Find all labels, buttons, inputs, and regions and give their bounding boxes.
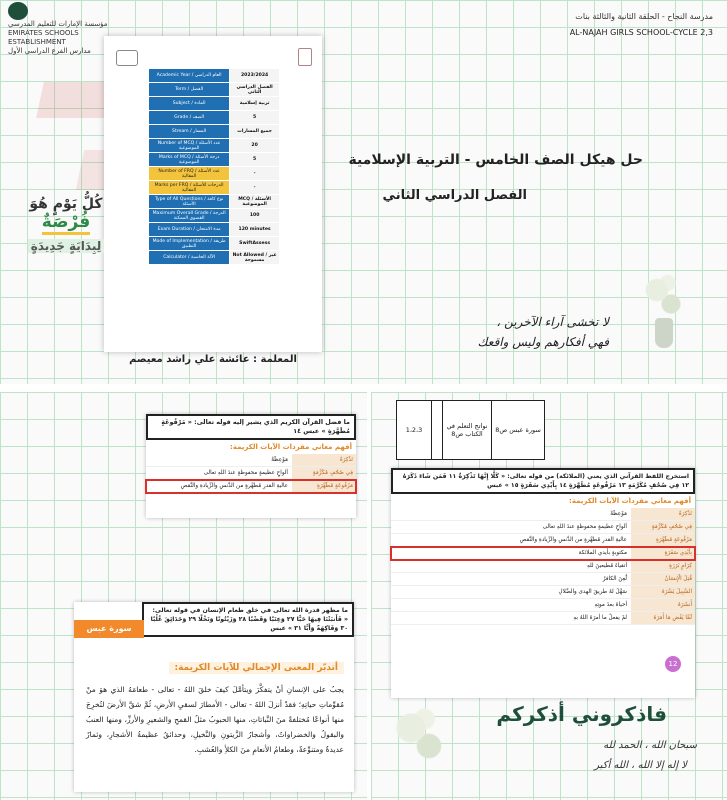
- spec-row: [149, 223, 280, 237]
- spec-row: [149, 97, 280, 111]
- dhikr-line: سبحان الله ، الحمد لله: [603, 740, 697, 751]
- word-row: [391, 599, 695, 612]
- word-term: فِي صُحُفٍ مُكَرَّمَةٍ: [631, 521, 695, 533]
- dhikr-title: فاذكروني أذكركم: [496, 702, 667, 726]
- word-row: [391, 560, 695, 573]
- spec-row: [149, 209, 280, 223]
- card-heading: أفهم معاني مفردات الآيات الكريمة:: [569, 497, 691, 505]
- question-text: ما فضل القرآن الكريم الذي يشير إليه قوله تعالى: « مَرْفُوعَةٍ مُطَهَّرَةٍ » عبس ١٤: [146, 414, 356, 440]
- table-cell: نواتج التعلم في الكتاب ص8: [443, 401, 492, 460]
- summary-card: [74, 602, 354, 792]
- spec-key: Maximum Overall Grade / الدرجة القصوى الممكنة: [149, 209, 230, 223]
- word-list: [391, 508, 695, 625]
- spec-key: Academic Year / العام الدراسي: [149, 69, 230, 83]
- motivation-sticker: [20, 196, 112, 254]
- word-meaning: أحياهُ بعدَ موتِهِ: [594, 602, 627, 608]
- page-number: 12: [665, 656, 681, 672]
- word-term: تَذْكِرَةٌ: [631, 508, 695, 520]
- sura-label: سورة عبس: [74, 620, 144, 638]
- word-meaning: سَهَّلَ لهُ طريقَ الهدى والضَّلالِ: [558, 589, 627, 595]
- spec-value: -: [230, 167, 280, 181]
- motivation-line: لِبِدَايَةٍ جَدِيدَةٍ: [28, 239, 105, 253]
- quote-line: لا تخشى آراء الآخرين ،: [496, 315, 609, 329]
- outcomes-table: [396, 400, 545, 460]
- motivation-line: فُرْصَةٌ: [42, 212, 90, 235]
- spec-value: 20: [230, 139, 280, 153]
- motivation-line: كُلُّ يَوْمٍ هُوَ: [29, 196, 103, 212]
- word-term: مَرْفُوعَةٍ مُطَهَّرَةٍ: [292, 480, 356, 492]
- word-meaning: لُعِنَ الكافرُ: [602, 576, 627, 582]
- spec-key: Marks per FRQ / الدرجات للأسئلة المقالية: [149, 181, 230, 195]
- word-term: كِرَامٍ بَرَرَةٍ: [631, 560, 695, 572]
- word-row: [391, 612, 695, 625]
- spec-key: Marks of MCQ / درجة الأسئلة الموضوعية: [149, 153, 230, 167]
- vocabulary-card: [146, 414, 356, 518]
- word-term: بِأَيْدِي سَفَرَةٍ: [631, 547, 695, 559]
- spec-value: الفصل الدراسي الثاني: [230, 83, 280, 97]
- spec-key: Grade / الصف: [149, 111, 230, 125]
- spec-row: [149, 237, 280, 251]
- word-row: [391, 521, 695, 534]
- spec-row: [149, 167, 280, 181]
- spec-row: [149, 69, 280, 83]
- school-name-en: AL-NAJAH GIRLS SCHOOL-CYCLE 2,3: [569, 28, 713, 37]
- logo-line: مؤسسة الإمارات للتعليم المدرسي: [8, 20, 108, 28]
- spec-row: [149, 153, 280, 167]
- spec-key: Stream / المسار: [149, 125, 230, 139]
- word-term: السَّبِيلَ يَسَّرَهُ: [631, 586, 695, 598]
- spec-value: جميع المسارات: [230, 125, 280, 139]
- table-cell: [432, 401, 443, 460]
- slide-bottom-left: [0, 392, 367, 800]
- teacher-name: المعلمة : عائشة علي راشد معيصم: [129, 354, 297, 365]
- word-meaning: ألواحٍ عظيمةٍ محفوظةٍ عندَ اللهِ تعالى: [542, 524, 627, 530]
- word-row: [146, 480, 356, 493]
- page-title: حل هيكل الصف الخامس - التربية الإسلامية: [348, 152, 643, 168]
- word-term: لَمَّا يَقْضِ مَا أَمَرَهُ: [631, 612, 695, 624]
- spec-row: [149, 125, 280, 139]
- spec-value: 120 minutes: [230, 223, 280, 237]
- word-meaning: مَوْعِظَةٌ: [271, 457, 288, 463]
- spec-value: MCQ / الأسئلة الموضوعية: [230, 195, 280, 209]
- spec-key: Exam Duration / مدة الامتحان: [149, 223, 230, 237]
- summary-heading: أتدبّر المعنى الإجمالي للآيات الكريمة:: [169, 662, 345, 674]
- word-row: [391, 586, 695, 599]
- spec-key: Type of All Questions / نوع كافة الأسئلة: [149, 195, 230, 209]
- spec-row: [149, 251, 280, 265]
- spec-row: [149, 181, 280, 195]
- spec-value: تربية إسلامية: [230, 97, 280, 111]
- word-meaning: أتقياءَ مُطيعينَ للهِ: [587, 563, 627, 569]
- logo-emblem-icon: [8, 2, 28, 20]
- logo-line: مدارس الفرع الدراسي الأول: [8, 47, 91, 55]
- table-cell: 1،2،3: [397, 401, 432, 460]
- word-row: [391, 547, 695, 560]
- spec-key: Subject / المادة: [149, 97, 230, 111]
- word-row: [146, 467, 356, 480]
- word-row: [391, 534, 695, 547]
- ministry-logo-icon: [116, 50, 138, 66]
- spec-row: [149, 195, 280, 209]
- card-heading: أفهم معاني مفردات الآيات الكريمة:: [230, 443, 352, 451]
- word-meaning: عاليةِ القدرِ مُطهَّرةٍ من الدَّنسِ والزِّيادةِ والنَّقصِ: [519, 537, 627, 543]
- spec-value: Not Allowed / غير مسموحة: [230, 251, 280, 265]
- quote-line: فهي أفكارهم وليس واقعك: [477, 335, 609, 349]
- logo-line: EMIRATES SCHOOLS ESTABLISHMENT: [8, 29, 79, 46]
- divider: [0, 384, 727, 392]
- spec-key: Calculator / الآلة الحاسبة: [149, 251, 230, 265]
- flowers-icon: [375, 692, 465, 782]
- word-row: [391, 573, 695, 586]
- spec-row: [149, 111, 280, 125]
- table-cell: سورة عبس ص8: [492, 401, 545, 460]
- spec-key: Mode of Implementation / طريقة التطبيق: [149, 237, 230, 251]
- exam-spec-document: [104, 36, 322, 352]
- spec-value: -: [230, 181, 280, 195]
- exam-spec-table: [148, 68, 280, 265]
- word-meaning: مكتوبةٍ بأيدي الملائكة: [578, 550, 627, 556]
- word-term: تَذْكِرَةٌ: [292, 454, 356, 466]
- summary-text: يجبُ على الإنسانِ أنْ يتفكَّرَ ويتأمَّلَ كيفَ خلقَ اللهُ - تعالى - طعامَهُ الذي هوَ منْ مُقوِّماتِ حياتِهِ؛ فقدْ أنزلَ اللهُ - تعالى - الأمطارَ لسقيِ الأرضِ، ثُمَّ شقَّ الأرضَ لتُخرِجَ منها أنواعًا مُختلفةً منَ النَّباتاتِ، منها الحبوبُ مثلُ القمحِ والشعيرِ والأرزِّ، ومنها العنبُ والبقولُ والخضراواتُ، وأشجارُ الزَّيتونِ والنَّخيلِ، وحدائقُ عظيمةُ الأشجارِ، وثمارٌ عديدةٌ ومتنوِّعةٌ، وطعامُ الأنعامِ منَ الكلأِ والعُشبِ.: [86, 685, 344, 754]
- page-subtitle: الفصل الدراسي الثاني: [382, 188, 527, 203]
- spec-key: Number of FRQ / عدد الأسئلة المقالية: [149, 167, 230, 181]
- spec-key: Term / الفصل: [149, 83, 230, 97]
- quote: [478, 312, 609, 352]
- word-term: قُتِلَ الْإِنسَانُ: [631, 573, 695, 585]
- question-text: استخرج اللفظ القرآني الذي يعني (الملائكة) من قوله تعالى: « كَلَّا إِنَّهَا تَذْكِرَةٌ ١١ فَمَن شَاءَ ذَكَرَهُ ١٢ فِي صُحُفٍ مُكَرَّمَةٍ ١٣ مَرْفُوعَةٍ مُطَهَّرَةٍ ١٤ بِأَيْدِي سَفَرَةٍ ١٥ » عبس: [391, 468, 695, 494]
- spec-value: 100: [230, 209, 280, 223]
- word-term: فِي صُحُفٍ مُكَرَّمَةٍ: [292, 467, 356, 479]
- vase-icon: [655, 318, 673, 348]
- vocabulary-card: [391, 468, 695, 698]
- school-name-ar: مدرسة النجاح - الحلقة الثانية والثالثة بنات: [575, 12, 713, 21]
- word-meaning: مَوْعِظَةٌ: [610, 511, 627, 517]
- title-slide: [0, 0, 727, 384]
- word-term: أَنشَرَهُ: [631, 599, 695, 611]
- word-meaning: ألواحٍ عظيمةٍ محفوظةٍ عندَ اللهِ تعالى: [203, 470, 288, 476]
- spec-row: [149, 83, 280, 97]
- spec-value: 5: [230, 153, 280, 167]
- word-meaning: عاليةِ القدرِ مُطهَّرةٍ من الدَّنسِ والزِّيادةِ والنَّقصِ: [180, 483, 288, 489]
- spec-value: 5: [230, 111, 280, 125]
- dhikr-line: لا إله إلا الله ، الله أكبر: [594, 760, 687, 771]
- spec-value: 2023/2024: [230, 69, 280, 83]
- spec-row: [149, 139, 280, 153]
- word-row: [146, 454, 356, 467]
- word-list: [146, 454, 356, 493]
- word-term: مَرْفُوعَةٍ مُطَهَّرَةٍ: [631, 534, 695, 546]
- word-meaning: لمْ يفعلْ ما أمرَهُ اللهُ بهِ: [573, 615, 627, 621]
- spec-key: Number of MCQ / عدد الأسئلة الموضوعية: [149, 139, 230, 153]
- slide-bottom-right: [371, 392, 727, 800]
- uae-emblem-icon: [298, 48, 312, 66]
- word-row: [391, 508, 695, 521]
- question-text: ما مظهر قدرة الله تعالى في خلق طعام الإنسان في قوله تعالى: « فَأَنبَتْنَا فِيهَا حَبًّا ٢٧ وَعِنَبًا وَقَضْبًا ٢٨ وَزَيْتُونًا وَنَخْلًا ٢٩ وَحَدَائِقَ غُلْبًا ٣٠ وَفَاكِهَةً وَأَبًّا ٣١ » عبس: [142, 602, 354, 637]
- spec-value: SwiftAssess: [230, 237, 280, 251]
